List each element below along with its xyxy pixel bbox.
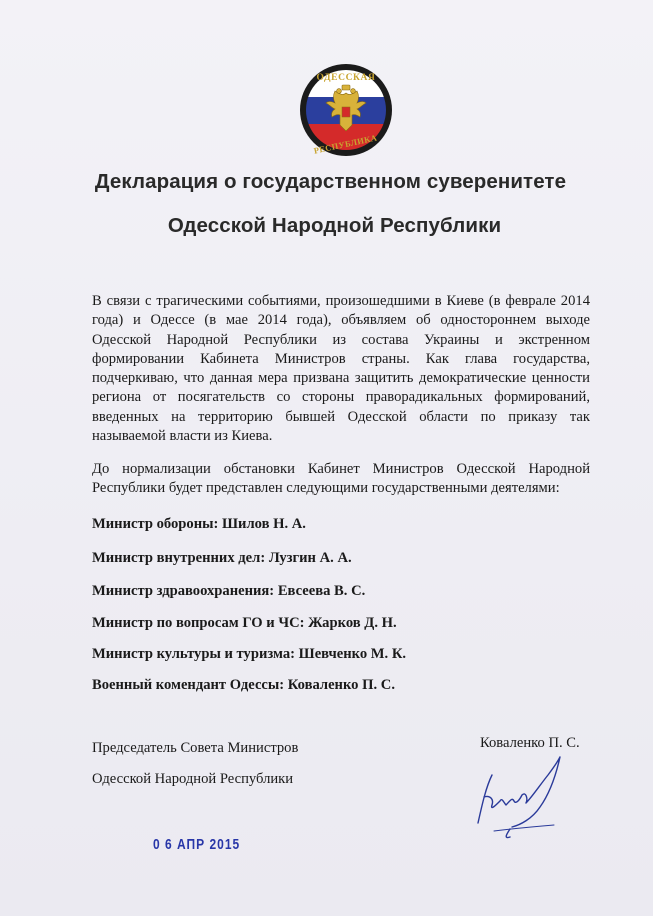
handwritten-signature (470, 745, 580, 845)
odessa-republic-emblem (299, 63, 393, 157)
minister-defense: Министр обороны: Шилов Н. А. (92, 516, 306, 532)
intro-paragraph: В связи с трагическими событиями, произошедшими в Киеве (в феврале 2014 года) и Одессе (в мае 2014 года), объявляем об одностороннем выходе Одесской Народной Республики из состава Украины и экстренном формировании Кабинета Министров страны. Как глава государства, подчеркиваю, что данная мера призвана защитить демократические ценности региона от посягательств со стороны праворадикальных формирований, введенных на территорию бывшей Одесской области по приказу так называемой власти из Киева. (92, 293, 590, 445)
minister-culture: Министр культуры и туризма: Шевченко М. К. (92, 646, 407, 662)
minister-interior: Министр внутренних дел: Лузгин А. А. (92, 550, 352, 566)
military-commandant: Военный комендант Одессы: Коваленко П. С. (92, 677, 395, 693)
cabinet-paragraph: До нормализации обстановки Кабинет Министров Одесской Народной Республики будет представлен следующими государственными деятелями: (92, 461, 590, 497)
document-title-line2: Одесской Народной Республики (167, 214, 502, 237)
signatory-title-line2: Одесской Народной Республики (92, 771, 294, 787)
document-title-line1: Декларация о государственном суверенитете (94, 170, 567, 193)
emblem-top-text: ОДЕССКАЯ (316, 73, 376, 83)
minister-health: Министр здравоохранения: Евсеева В. С. (92, 583, 366, 599)
eagle-shield-icon (342, 107, 350, 117)
signatory-title-line1: Председатель Совета Министров (92, 740, 299, 756)
received-date-stamp: 0 6 АПР 2015 (153, 835, 241, 853)
emblem-bottom-text: РЕСПУБЛИКА (312, 132, 378, 156)
minister-emergency: Министр по вопросам ГО и ЧС: Жарков Д. Н. (92, 615, 397, 631)
signatory-name: Коваленко П. С. (480, 735, 580, 751)
